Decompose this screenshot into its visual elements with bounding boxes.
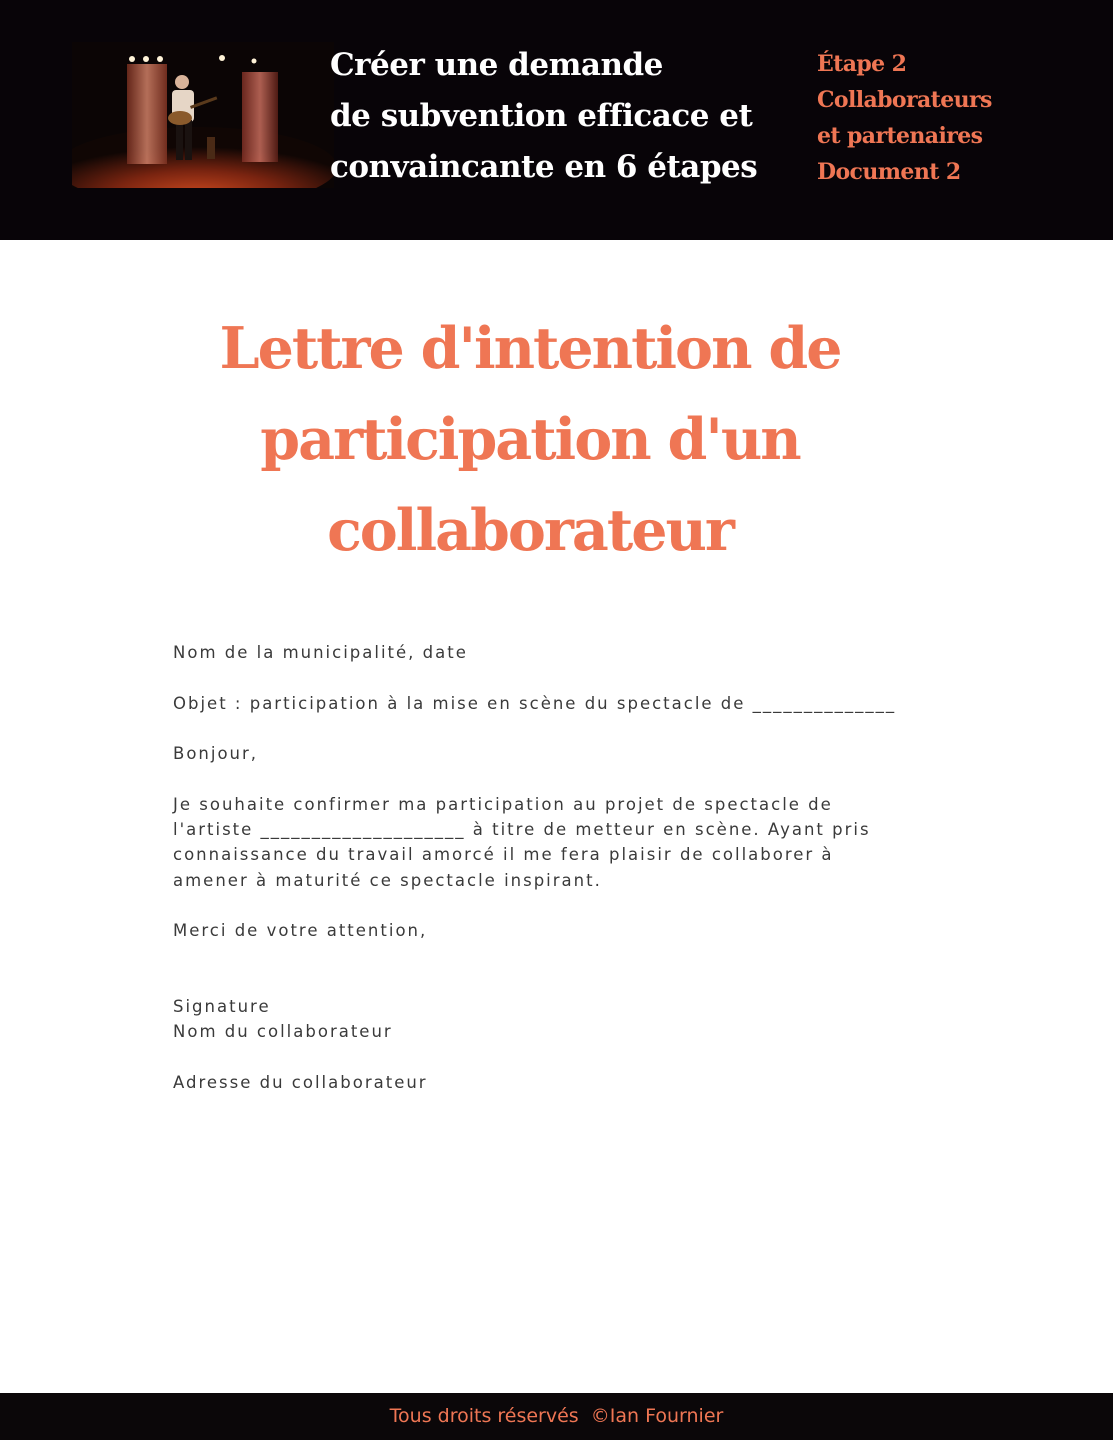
closing: Merci de votre attention, bbox=[173, 921, 428, 941]
signature-label: Signature bbox=[173, 997, 271, 1017]
body-line: Je souhaite confirmer ma participation au projet de spectacle de bbox=[173, 794, 833, 814]
document-number: Document 2 bbox=[817, 159, 961, 185]
body-line: amener à maturité ce spectacle inspirant. bbox=[173, 870, 602, 890]
body-line: l'artiste ____________________ à titre de metteur en scène. Ayant pris bbox=[173, 820, 871, 840]
greeting: Bonjour, bbox=[173, 744, 259, 764]
body-line: connaissance du travail amorcé il me fera plaisir de collaborer à bbox=[173, 845, 834, 865]
step-section: Collaborateurs bbox=[817, 87, 992, 113]
step-section: et partenaires bbox=[817, 123, 983, 149]
copyright-notice: Tous droits réservés ©Ian Fournier bbox=[389, 1405, 724, 1427]
collaborator-address: Adresse du collaborateur bbox=[173, 1073, 428, 1093]
letter-body bbox=[173, 640, 993, 1095]
document-title-line: Lettre d'intention de bbox=[219, 315, 841, 382]
collaborator-name: Nom du collaborateur bbox=[173, 1022, 393, 1042]
step-label: Étape 2 bbox=[817, 51, 907, 77]
document-title-line: participation d'un bbox=[260, 406, 800, 473]
guide-title bbox=[330, 40, 800, 193]
header-banner bbox=[0, 0, 1113, 240]
footer-bar bbox=[0, 1393, 1113, 1440]
guide-title-line: de subvention efficace et bbox=[330, 98, 753, 134]
location-date: Nom de la municipalité, date bbox=[173, 643, 468, 662]
guide-title-line: convaincante en 6 étapes bbox=[330, 149, 758, 185]
document-title-line: collaborateur bbox=[327, 497, 733, 564]
document-title bbox=[150, 303, 910, 576]
subject-line: Objet : participation à la mise en scène du spectacle de ______________ bbox=[173, 693, 897, 713]
stage-performer-photo bbox=[72, 42, 334, 188]
guide-title-line: Créer une demande bbox=[330, 47, 663, 83]
step-indicator bbox=[817, 46, 1087, 190]
